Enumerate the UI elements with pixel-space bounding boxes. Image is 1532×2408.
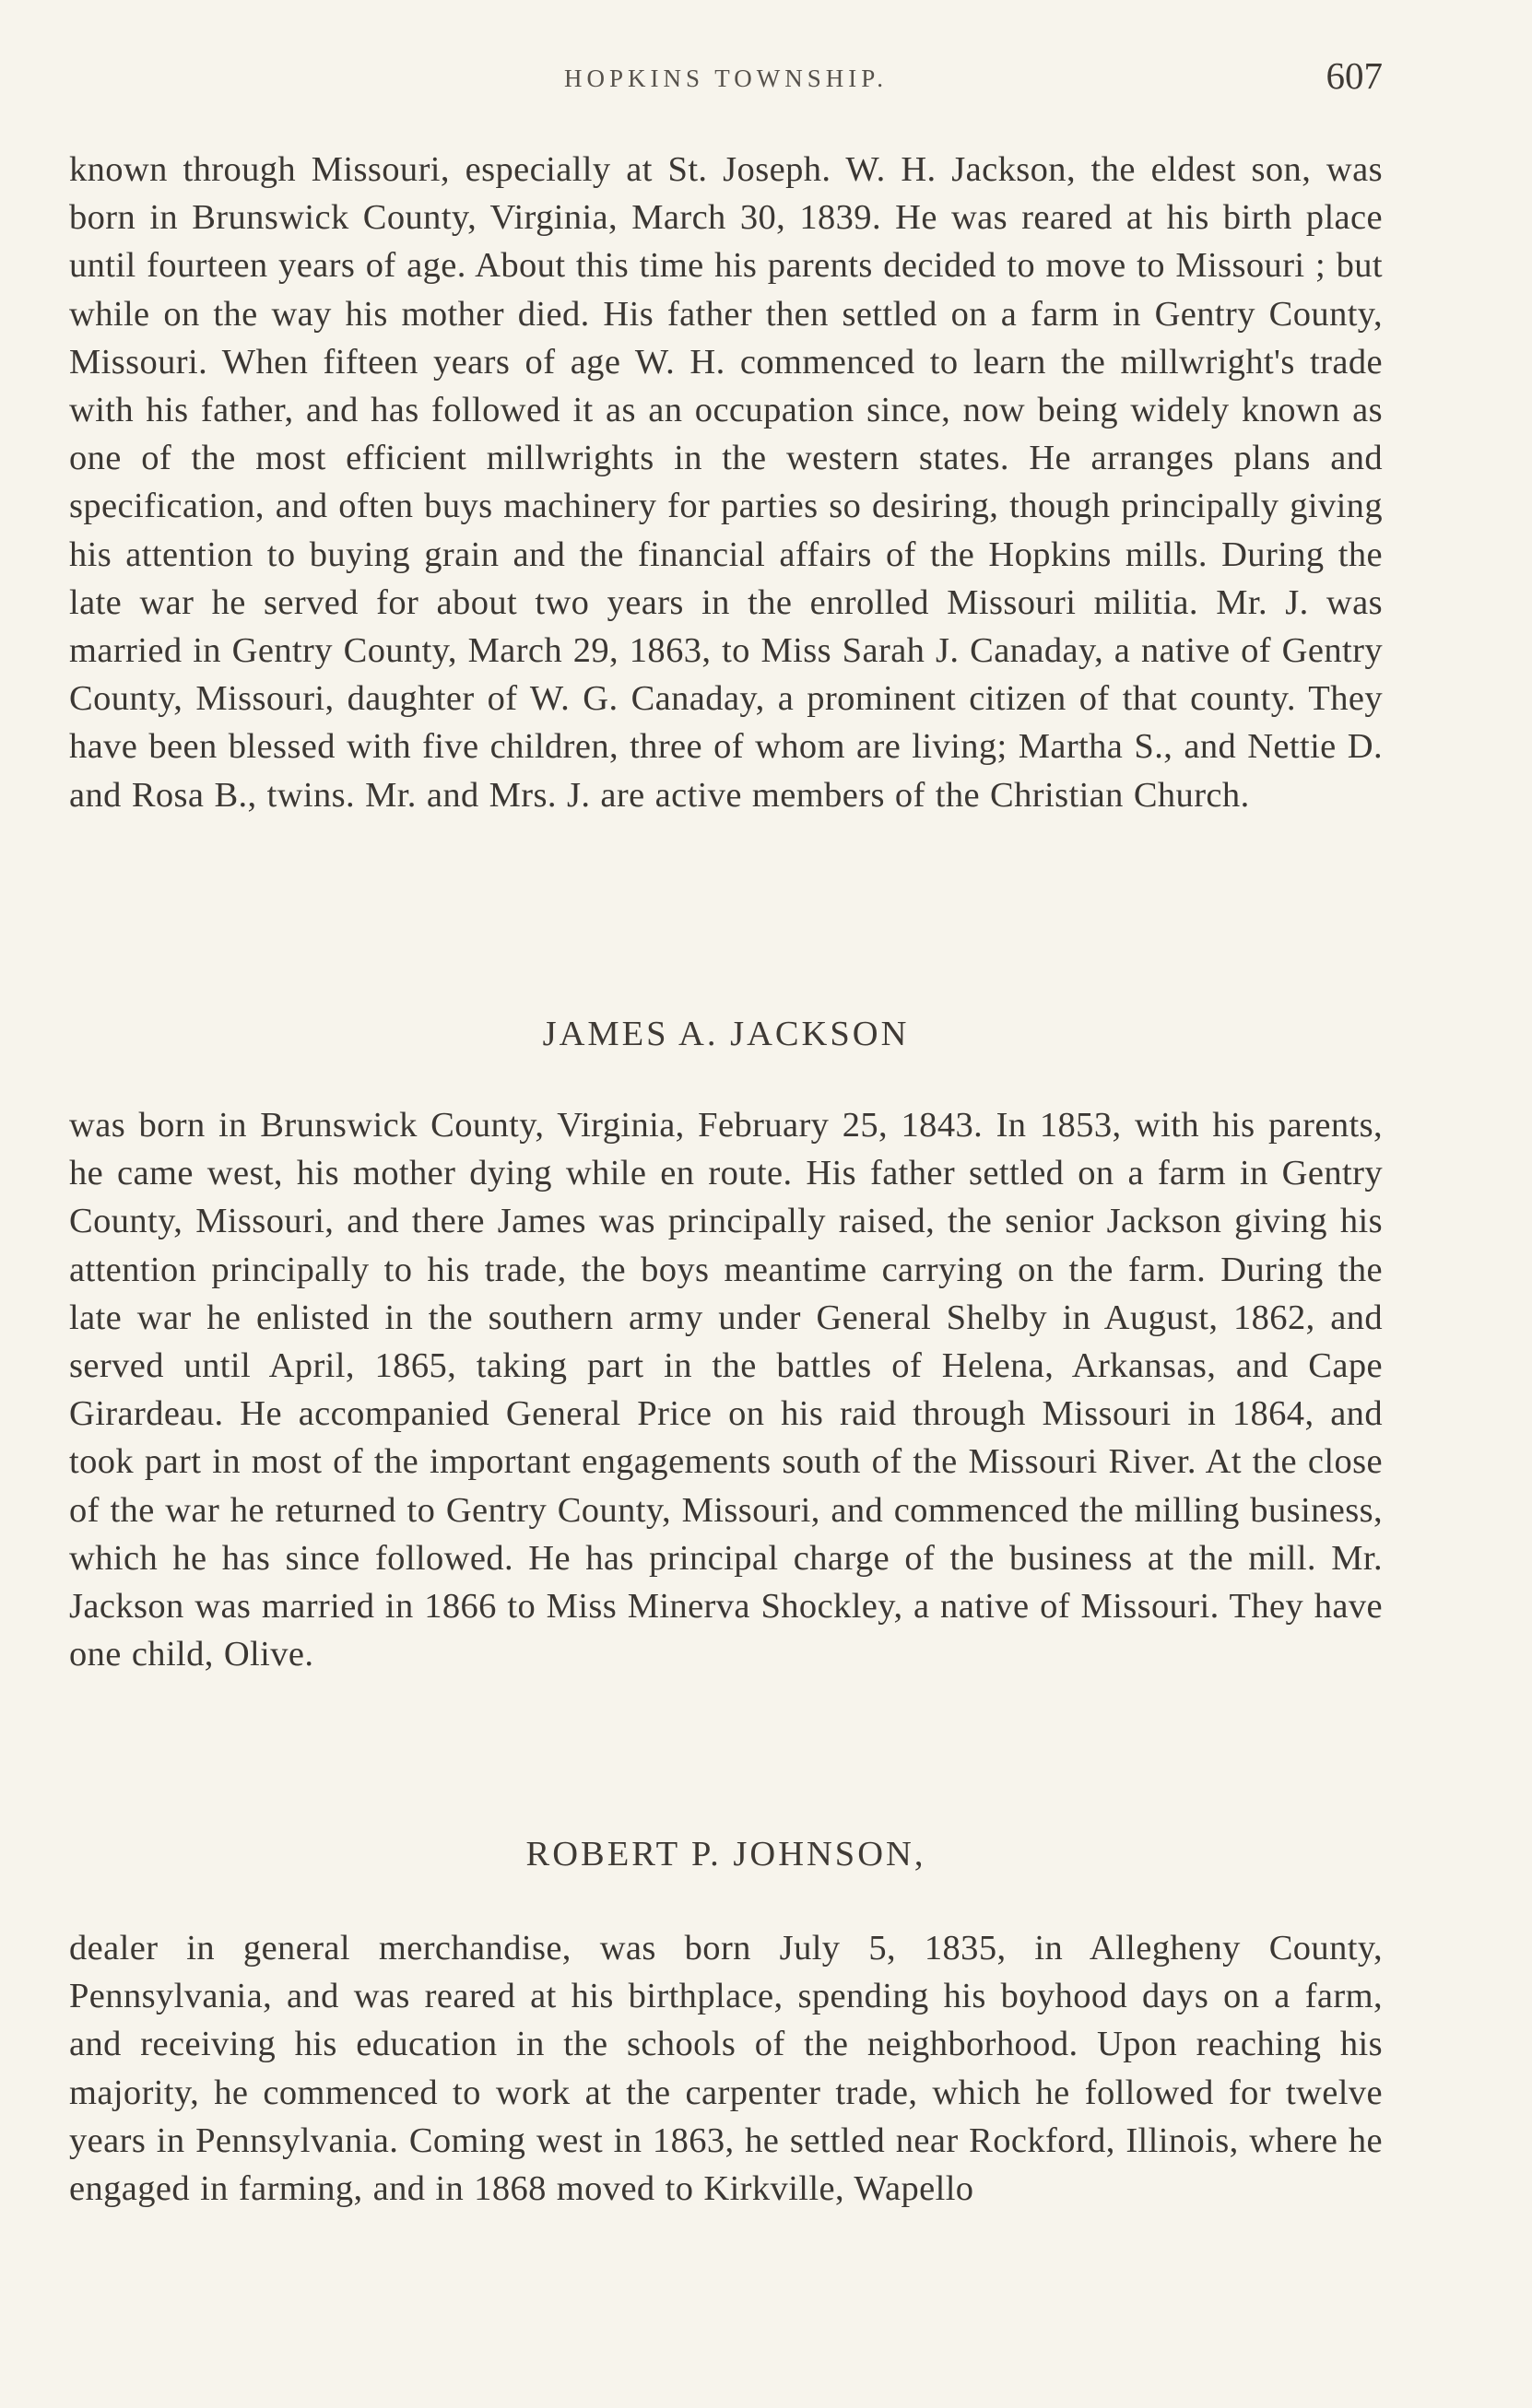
biography-paragraph-continued: known through Missouri, especially at St. Joseph. W. H. Jackson, the eldest son, was born in Brunswick County, Virginia, March 30, 1839. He was reared at his birth place until fourteen years of age. About this time his parents decided to move to Missouri ; but while on the way his mother died. His father then settled on a farm in Gentry County, Missouri. When fifteen years of age W. H. commenced to learn the millwright's trade with his father, and has followed it as an occupation since, now being widely known as one of the most efficient millwrights in the western states. He arranges plans and specification, and often buys machinery for parties so desiring, though principally giving his attention to buying grain and the financial affairs of the Hopkins mills. During the late war he served for about two years in the enrolled Missouri militia. Mr. J. was married in Gentry County, March 29, 1863, to Miss Sarah J. Canaday, a native of Gentry County, Missouri, daughter of W. G. Canaday, a prominent citizen of that county. They have been blessed with five children, three of whom are living; Martha S., and Nettie D. and Rosa B., twins. Mr. and Mrs. J. are active members of the Christian Church. [69, 150, 1383, 815]
running-head [69, 53, 1383, 100]
biography-paragraph-james-a-jackson: was born in Brunswick County, Virginia, February 25, 1843. In 1853, with his parents, he came west, his mother dying while en route. His father settled on a farm in Gentry County, Missouri, and there James was principally raised, the senior Jackson giving his attention principally to his trade, the boys meantime carrying on the farm. During the late war he enlisted in the southern army under General Shelby in August, 1862, and served until April, 1865, taking part in the battles of Helena, Arkansas, and Cape Girardeau. He accompanied General Price on his raid through Missouri in 1864, and took part in most of the important engagements south of the Missouri River. At the close of the war he returned to Gentry County, Missouri, and commenced the milling business, which he has since followed. He has principal charge of the business at the mill. Mr. Jackson was married in 1866 to Miss Minerva Shockley, a native of Missouri. They have one child, Olive. [69, 1106, 1383, 1674]
running-title: HOPKINS TOWNSHIP. [563, 65, 889, 92]
biography-paragraph-robert-p-johnson: dealer in general merchandise, was born July 5, 1835, in Allegheny County, Pennsylvania, and was reared at his birthplace, spending his boyhood days on a farm, and receiving his education in the schools of the neighborhood. Upon reaching his majority, he commenced to work at the carpenter trade, which he followed for twelve years in Pennsylvania. Coming west in 1863, he settled near Rockford, Illinois, where he engaged in farming, and in 1868 moved to Kirkville, Wapello [69, 1929, 1383, 2209]
page-number: 607 [1326, 54, 1383, 97]
biography-heading-james-a-jackson: JAMES A. JACKSON [542, 1015, 910, 1053]
biography-heading-robert-p-johnson: ROBERT P. JOHNSON, [525, 1835, 926, 1874]
